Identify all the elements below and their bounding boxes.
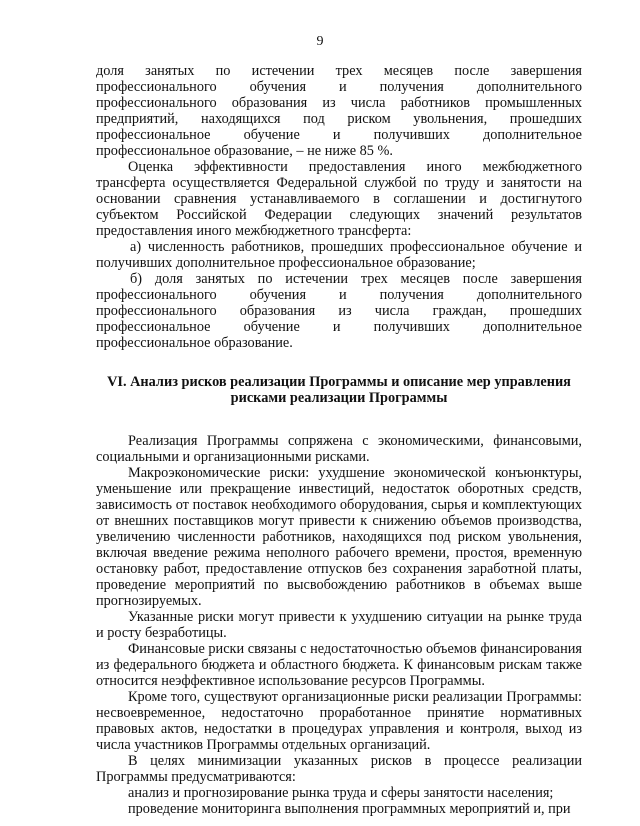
paragraph-unemployment-growth: Указанные риски могут привести к ухудшению ситуации на рынке труда и росту безработицы. [96, 609, 582, 641]
paragraph-macroeconomic-risks: Макроэкономические риски: ухудшение экономической конъюнктуры, уменьшение или прекращение инвестиций, недостаток оборотных средств, зависимость от поставок необходимого оборудования, сырья и комплектующих от внешних поставщиков могут привести к снижению объемов производства, увеличению численности работников, находящихся под риском увольнения, включая введение режима неполного рабочего времени, простоя, временную остановку работ, предоставление отпусков без сохранения заработной платы, проведение мероприятий по высвобождению работников в объемах выше прогнозируемых. [96, 465, 582, 609]
paragraph-share-employed-workers: доля занятых по истечении трех месяцев после завершения профессионального обучения и получения дополнительного профессионального образования из числа работников промышленных предприятий, находящихся под риском увольнения, прошедших профессиональное обучение и получивших дополнительное профессиональное образование, – не ниже 85 %. [96, 63, 582, 159]
paragraph-financial-risks: Финансовые риски связаны с недостаточностью объемов финансирования из федерального бюджета и областного бюджета. К финансовым рискам также относится неэффективное использование ресурсов Программы. [96, 641, 582, 689]
document-body [96, 63, 582, 817]
list-item-a: а) численность работников, прошедших профессиональное обучение и получивших дополнительное профессиональное образование; [96, 239, 582, 271]
paragraph-risks-intro: Реализация Программы сопряжена с экономическими, финансовыми, социальными и организационными рисками. [96, 433, 582, 465]
paragraph-risk-minimization: В целях минимизации указанных рисков в процессе реализации Программы предусматриваются: [96, 753, 582, 785]
paragraph-organizational-risks: Кроме того, существуют организационные риски реализации Программы: несвоевременное, недостаточно проработанное принятие нормативных правовых актов, недостатки в процедурах управления и контроля, выход из числа участников Программы отдельных организаций. [96, 689, 582, 753]
list-item-b: б) доля занятых по истечении трех месяцев после завершения профессионального обучения и получения дополнительного профессионального образования из числа граждан, прошедших профессиональное обучение и получивших дополнительное профессиональное образование. [96, 271, 582, 351]
list-item-market-analysis: анализ и прогнозирование рынка труда и сферы занятости населения; [128, 785, 554, 801]
section-heading: VI. Анализ рисков реализации Программы и описание мер управления рисками реализации Программы [107, 374, 571, 406]
page-number: 9 [316, 34, 324, 49]
paragraph-efficiency-assessment: Оценка эффективности предоставления иного межбюджетного трансферта осуществляется Федеральной службой по труду и занятости на основании сравнения устанавливаемого в соглашении и достигнутого субъектом Российской Федерации следующих значений результатов предоставления иного межбюджетного трансферта: [96, 159, 582, 239]
list-item-monitoring: проведение мониторинга выполнения программных мероприятий и, при [128, 801, 571, 817]
